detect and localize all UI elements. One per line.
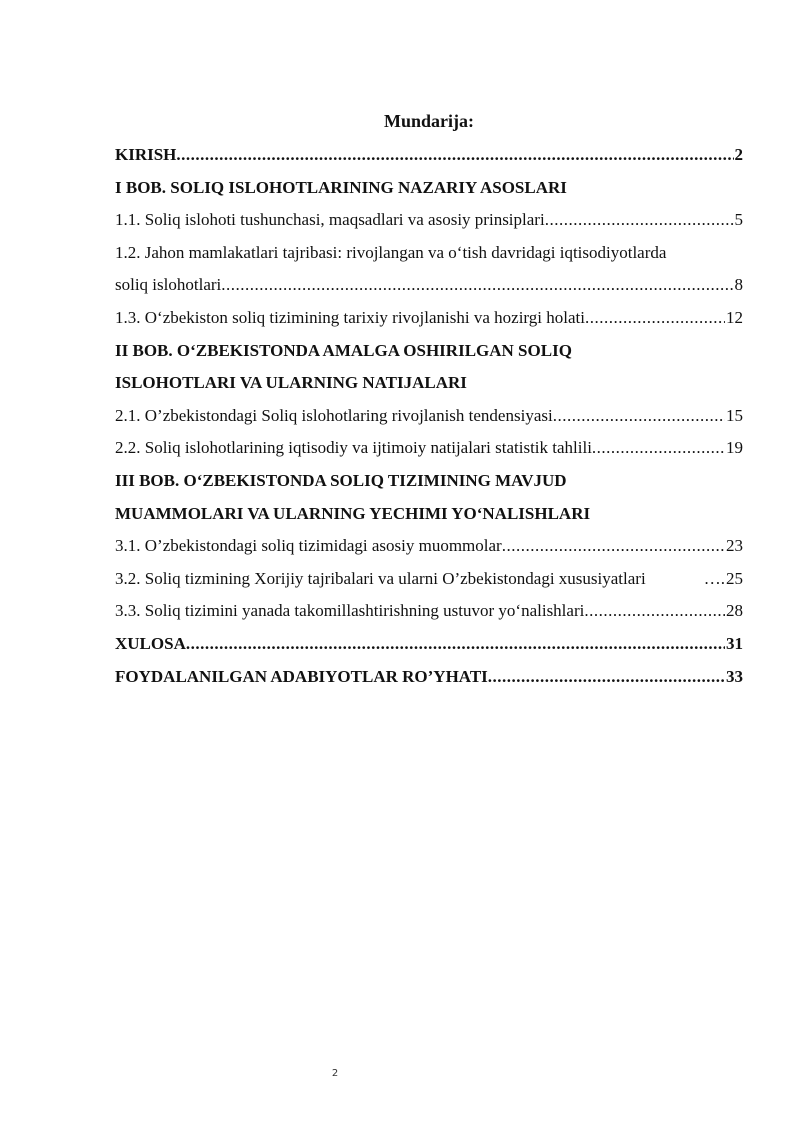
toc-chapter-1[interactable]: I BOB. SOLIQ ISLOHOTLARINING NAZARIY ASOSLARI [115,177,567,197]
toc-leader-dots [488,661,725,694]
toc-entry-adabiyotlar[interactable] [115,661,743,694]
toc-page-number: 31 [726,633,743,653]
toc-entry-1-3[interactable] [115,302,743,335]
toc-entry-xulosa[interactable] [115,628,743,661]
toc-leader-dots [221,269,733,302]
toc-entry-label: 3.1. O’zbekistondagi soliq tizimidagi asosiy muommolar [115,536,502,556]
table-of-contents [115,139,743,693]
toc-entry-3-1[interactable] [115,530,743,563]
toc-page-number: 12 [726,307,743,327]
toc-entry-1-2-line1[interactable]: 1.2. Jahon mamlakatlari tajribasi: rivojlangan va o‘tish davridagi iqtisodiyotlarda [115,242,667,262]
toc-entry-label: XULOSA [115,633,186,653]
toc-entry-1-2[interactable] [115,269,743,302]
toc-leader-dots [592,432,725,465]
toc-entry-label: FOYDALANILGAN ADABIYOTLAR RO’YHATI [115,666,488,686]
toc-page-number: 5 [734,210,743,230]
toc-entry-3-2[interactable] [115,563,743,596]
toc-chapter-2-line2[interactable]: ISLOHOTLARI VA ULARNING NATIJALARI [115,373,467,393]
toc-entry-2-2[interactable] [115,432,743,465]
toc-page-number: 15 [726,405,743,425]
toc-entry-label: 1.1. Soliq islohoti tushunchasi, maqsadlari va asosiy prinsiplari [115,210,545,230]
toc-entry-label: 3.2. Soliq tizmining Xorijiy tajribalari va ularni O’zbekistondagi xususiyatlari [115,568,646,588]
toc-page-number: 23 [726,536,743,556]
toc-leader-dots [553,400,725,433]
toc-entry-label: 3.3. Soliq tizimini yanada takomillashtirishning ustuvor yo‘nalishlari [115,601,585,621]
toc-page-number: 19 [726,438,743,458]
toc-leader-ellipsis: …. [703,568,725,588]
toc-page-number: 33 [726,666,743,686]
toc-entry-1-1[interactable] [115,204,743,237]
toc-leader-dots [585,302,725,335]
toc-chapter-2-line1[interactable]: II BOB. O‘ZBEKISTONDA AMALGA OSHIRILGAN SOLIQ [115,340,572,360]
toc-page-number: 28 [726,601,743,621]
toc-entry-kirish[interactable] [115,139,743,172]
toc-chapter-3-line1[interactable]: III BOB. O‘ZBEKISTONDA SOLIQ TIZIMINING MAVJUD [115,470,567,490]
toc-page-number: 8 [734,275,743,295]
toc-leader-dots [545,204,734,237]
toc-leader-dots [502,530,725,563]
toc-entry-2-1[interactable] [115,400,743,433]
toc-entry-label: KIRISH [115,145,177,164]
toc-chapter-3-line2[interactable]: MUAMMOLARI VA ULARNING YECHIMI YO‘NALISHLARI [115,503,591,523]
toc-leader-dots [176,139,733,172]
toc-entry-label: 1.3. O‘zbekiston soliq tizimining tarixiy rivojlanishi va hozirgi holati [115,307,585,327]
toc-entry-label: 2.1. O’zbekistondagi Soliq islohotlaring rivojlanish tendensiyasi [115,405,553,425]
toc-title: Mundarija: [384,111,474,131]
page-footer-number: 2 [331,1068,339,1079]
toc-entry-label: 2.2. Soliq islohotlarining iqtisodiy va ijtimoiy natijalari statistik tahlili [115,438,592,458]
toc-page-number: 25 [726,568,743,588]
toc-entry-3-3[interactable] [115,595,743,628]
toc-page-number: 2 [734,145,743,164]
toc-entry-label: soliq islohotlari [115,275,222,295]
toc-leader-dots [584,595,725,628]
toc-leader-dots [186,628,725,661]
